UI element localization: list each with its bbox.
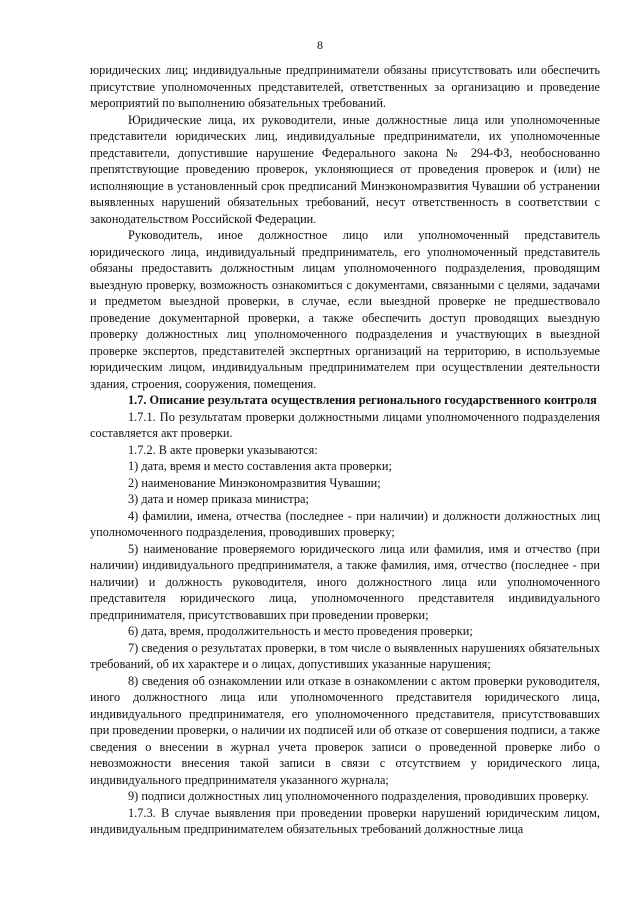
list-item: 4) фамилии, имена, отчества (последнее - при наличии) и должности должностных лиц уполномоченного подразделения, проводивших проверку; bbox=[90, 508, 600, 539]
list-item: 8) сведения об ознакомлении или отказе в ознакомлении с актом проверки руководителя, иного должностного лица или уполномоченного представителя юридического лица, индивидуального предпринимателя, его уполномоченного представителя, присутствовавших при проведении проверки, о наличии их подписей или об отказе от совершения подписи, а также сведения о внесении в журнал учета проверок записи о проведенной проверке либо о невозможности внесения такой записи в связи с отсутствием у юридического лица, индивидуального предпринимателя указанного журнала; bbox=[90, 673, 600, 787]
page-number: 8 bbox=[317, 38, 323, 52]
paragraph: юридических лиц; индивидуальные предприниматели обязаны присутствовать или обеспечить присутствие уполномоченных представителей, ответственных за организацию и проведение мероприятий по выполнению обязательных требований. bbox=[90, 63, 600, 110]
list-item: 2) наименование Минэкономразвития Чувашии; bbox=[128, 475, 381, 490]
list-item: 6) дата, время, продолжительность и место проведения проверки; bbox=[128, 624, 473, 638]
document-body bbox=[90, 62, 600, 838]
list-item: 9) подписи должностных лиц уполномоченного подразделения, проводивших проверку. bbox=[128, 789, 589, 803]
section-heading: 1.7. Описание результата осуществления регионального государственного контроля bbox=[128, 393, 597, 407]
paragraph: 1.7.1. По результатам проверки должностными лицами уполномоченного подразделения составляется акт проверки. bbox=[90, 409, 600, 440]
list-item: 5) наименование проверяемого юридического лица или фамилия, имя и отчество (при наличии) индивидуального предпринимателя, а также фамилия, имя, отчество (последнее - при наличии) и должность руководителя, иного должностного лица или уполномоченного представителя юридического лица, уполномоченного представителя индивидуального предпринимателя, присутствовавших при проведении проверки; bbox=[90, 541, 600, 622]
paragraph: 1.7.2. В акте проверки указываются: bbox=[128, 442, 318, 457]
paragraph: Юридические лица, их руководители, иные должностные лица или уполномоченные представители юридических лиц, индивидуальные предприниматели, их уполномоченные представители, допустившие нарушение Федерального закона № 294-ФЗ, необоснованно препятствующие проведению проверок, уклоняющиеся от проведения проверок и (или) не исполняющие в установленный срок предписаний Минэкономразвития Чувашии об устранении выявленных нарушений обязательных требований, несут ответственность в соответствии с законодательством Российской Федерации. bbox=[90, 112, 600, 226]
list-item: 3) дата и номер приказа министра; bbox=[128, 492, 309, 506]
list-item: 1) дата, время и место составления акта проверки; bbox=[128, 459, 392, 473]
paragraph: Руководитель, иное должностное лицо или уполномоченный представитель юридического лица, индивидуальный предприниматель, его уполномоченный представитель обязаны предоставить должностным лицам уполномоченного подразделения, проводящим выездную проверку, возможность ознакомиться с документами, связанными с целями, задачами и предметом выездной проверки, в случае, если выездной проверке не предшествовало проведение документарной проверки, а также обеспечить доступ проводящих выездную проверку должностных лиц уполномоченного подразделения и участвующих в выездной проверке экспертов, представителей экспертных организаций на территорию, в используемые юридическим лицом, индивидуальным предпринимателем при осуществлении деятельности здания, строения, сооружения, помещения. bbox=[90, 228, 600, 391]
paragraph: 1.7.3. В случае выявления при проведении проверки нарушений юридическим лицом, индивидуальным предпринимателем обязательных требований должностные лица bbox=[90, 805, 600, 836]
list-item: 7) сведения о результатах проверки, в том числе о выявленных нарушениях обязательных требований, об их характере и о лицах, допустивших указанные нарушения; bbox=[90, 640, 600, 671]
